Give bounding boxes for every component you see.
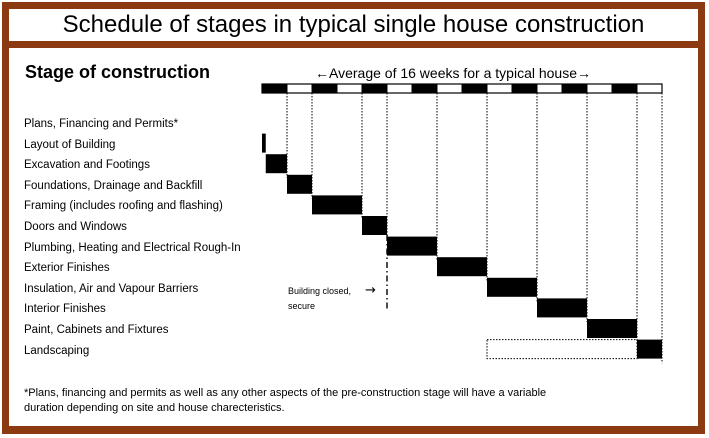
annotation-arrow: → — [365, 283, 376, 298]
stage-label: Framing (includes roofing and flashing) — [24, 200, 223, 213]
week-segment — [537, 84, 562, 93]
footnote: *Plans, financing and permits as well as any other aspects of the pre-construction stage will have a variable duration depending on site and house charecteristics. — [24, 387, 547, 414]
task-bar — [387, 237, 437, 256]
stage-label: Foundations, Drainage and Backfill — [24, 179, 203, 192]
task-bar — [537, 298, 587, 317]
stage-label: Insulation, Air and Vapour Barriers — [24, 282, 199, 295]
weeks-caption: ←Average of 16 weeks for a typical house→ — [315, 65, 592, 81]
stage-label: Plumbing, Heating and Electrical Rough-In — [24, 241, 241, 254]
task-bar — [487, 278, 537, 297]
stage-label: Plans, Financing and Permits* — [24, 118, 179, 130]
week-segment — [562, 84, 587, 93]
week-segment — [387, 84, 412, 93]
week-segment — [287, 84, 312, 93]
chart-title: Schedule of stages in typical single house construction — [62, 11, 645, 38]
stage-label: Interior Finishes — [24, 303, 106, 316]
variable-duration-bar — [487, 340, 637, 359]
week-segment — [512, 84, 537, 93]
week-segment — [462, 84, 487, 93]
week-segment — [612, 84, 637, 93]
annotation-text: Building closed, — [288, 286, 352, 296]
week-segment — [587, 84, 612, 93]
week-segment — [312, 84, 337, 93]
task-bar — [637, 340, 662, 359]
stage-label: Exterior Finishes — [24, 262, 110, 275]
week-segment — [337, 84, 362, 93]
stage-label: Doors and Windows — [24, 221, 127, 233]
week-segment — [262, 84, 287, 93]
stage-label: Paint, Cabinets and Fixtures — [24, 324, 169, 336]
week-segment — [412, 84, 437, 93]
stage-heading: Stage of construction — [25, 62, 211, 82]
annotation-text: secure — [288, 301, 316, 311]
task-bar — [287, 175, 312, 194]
week-segment — [487, 84, 512, 93]
week-segment — [437, 84, 462, 93]
stage-label: Landscaping — [24, 344, 90, 357]
week-segment — [362, 84, 387, 93]
task-bar — [312, 195, 362, 214]
week-segment — [637, 84, 662, 93]
stage-label: Excavation and Footings — [24, 159, 150, 172]
task-bar — [437, 257, 487, 276]
task-bar — [266, 154, 287, 173]
task-bar — [362, 216, 387, 235]
task-bar — [587, 319, 637, 338]
task-bar — [262, 134, 266, 153]
stage-label: Layout of Building — [24, 138, 116, 151]
